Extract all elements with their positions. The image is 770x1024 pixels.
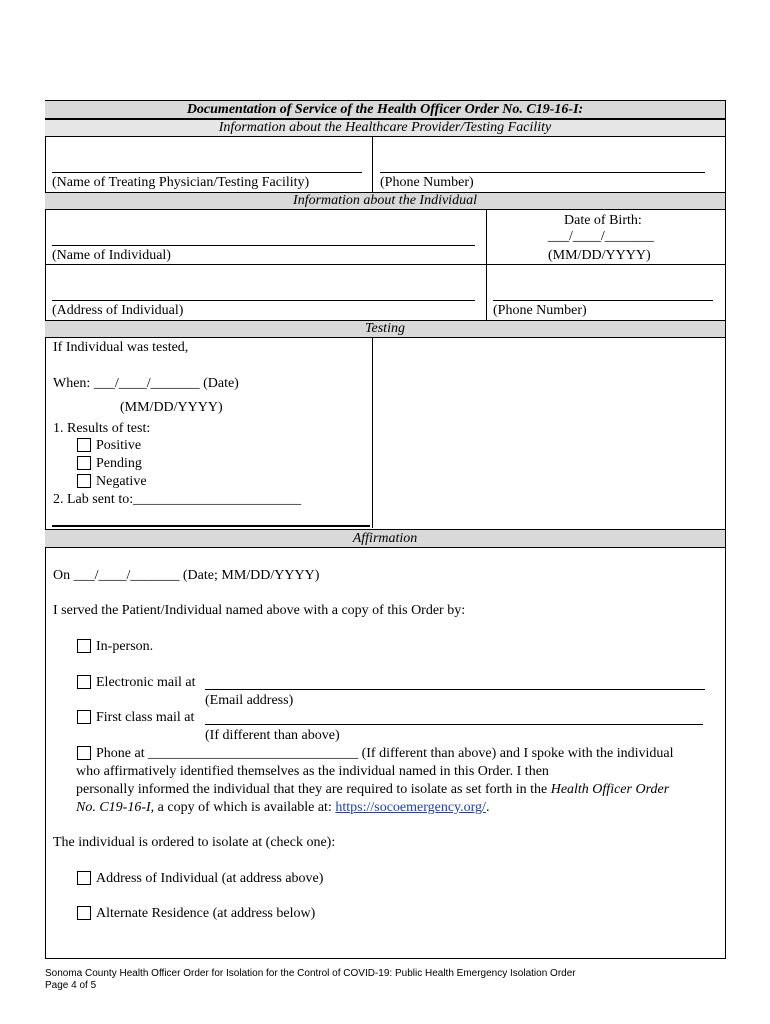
email-label: Electronic mail at	[96, 675, 196, 690]
available-text: a copy of which is available at:	[154, 800, 336, 815]
mail-sub: (If different than above)	[205, 728, 340, 743]
individual-phone-label: (Phone Number)	[493, 303, 587, 318]
footer-page: Page 4 of 5	[45, 980, 97, 991]
in-person-checkbox[interactable]	[77, 639, 91, 653]
dob-label: Date of Birth:	[564, 213, 642, 228]
email-sub: (Email address)	[205, 693, 294, 708]
affirmation-section-title: Affirmation	[352, 531, 418, 546]
url-period: .	[485, 800, 490, 815]
mail-line[interactable]	[205, 724, 703, 725]
in-person-label: In-person.	[96, 639, 154, 654]
phone-rest: (If different than above) and I spoke with the individual	[361, 746, 674, 761]
negative-label: Negative	[96, 474, 147, 489]
phone-line-4	[76, 800, 489, 816]
lab-sent-field[interactable]: 2. Lab sent to:________________________	[53, 492, 302, 507]
phone-line-3	[76, 782, 669, 798]
footer-title: Sonoma County Health Officer Order for Isolation for the Control of COVID-19: Public Health Emergency Isolation Order	[45, 968, 576, 979]
pending-checkbox[interactable]	[77, 456, 91, 470]
negative-checkbox[interactable]	[77, 474, 91, 488]
testing-when[interactable]: When: ___/____/_______ (Date)	[53, 376, 239, 391]
results-label: 1. Results of test:	[53, 421, 151, 436]
served-text: I served the Patient/Individual named above with a copy of this Order by:	[53, 603, 466, 618]
address-checkbox[interactable]	[77, 871, 91, 885]
testing-when-format: (MM/DD/YYYY)	[120, 400, 223, 415]
testing-thick-rule	[52, 525, 370, 527]
dob-format: (MM/DD/YYYY)	[548, 248, 651, 263]
positive-checkbox[interactable]	[77, 438, 91, 452]
provider-name-line[interactable]	[52, 172, 362, 173]
email-line[interactable]	[205, 689, 705, 690]
order-url-link[interactable]: https://socoemergency.org/	[335, 800, 486, 815]
order-ref: Health Officer Order	[550, 782, 670, 797]
provider-name-label: (Name of Treating Physician/Testing Facility)	[52, 175, 310, 190]
alternate-checkbox[interactable]	[77, 906, 91, 920]
mail-label: First class mail at	[96, 710, 195, 725]
individual-divider	[486, 210, 487, 320]
address-option-label: Address of Individual (at address above)	[96, 871, 324, 886]
phone-checkbox[interactable]	[77, 746, 91, 760]
title-band	[45, 100, 725, 119]
testing-section-title: Testing	[365, 321, 405, 336]
individual-row-divider	[45, 264, 726, 265]
phone-line-1	[96, 746, 674, 762]
affirmation-section-band	[45, 529, 725, 548]
provider-section-band	[45, 119, 725, 137]
testing-divider	[372, 338, 373, 528]
provider-phone-line[interactable]	[380, 172, 705, 173]
provider-phone-label: (Phone Number)	[380, 175, 474, 190]
isolate-text: The individual is ordered to isolate at (check one):	[53, 835, 336, 850]
alternate-option-label: Alternate Residence (at address below)	[96, 906, 316, 921]
form-title: Documentation of Service of the Health Officer Order No. C19-16-I:	[186, 102, 584, 117]
testing-section-band	[45, 320, 725, 338]
provider-divider	[372, 137, 373, 192]
individual-section-band	[45, 192, 725, 210]
mail-checkbox[interactable]	[77, 710, 91, 724]
phone-label: Phone at	[96, 746, 145, 761]
email-checkbox[interactable]	[77, 675, 91, 689]
on-date-field[interactable]: On ___/____/_______ (Date; MM/DD/YYYY)	[53, 568, 320, 583]
positive-label: Positive	[96, 438, 142, 453]
individual-address-label: (Address of Individual)	[52, 303, 184, 318]
individual-phone-line[interactable]	[493, 300, 713, 301]
testing-if-tested: If Individual was tested,	[53, 340, 189, 355]
individual-address-line[interactable]	[52, 300, 475, 301]
individual-section-title: Information about the Individual	[293, 193, 477, 208]
provider-section-title: Information about the Healthcare Provider/Testing Facility	[218, 120, 552, 135]
individual-name-label: (Name of Individual)	[52, 248, 171, 263]
individual-name-line[interactable]	[52, 245, 475, 246]
pending-label: Pending	[96, 456, 142, 471]
phone-blank[interactable]: ______________________________	[148, 746, 359, 761]
order-no: No. C19-16-I,	[76, 800, 155, 815]
dob-blank[interactable]: ___/____/_______	[548, 229, 654, 244]
phone-line-2: who affirmatively identified themselves as the individual named in this Order. I then	[76, 764, 549, 779]
phone-line-3-text: personally informed the individual that they are required to isolate as set forth in the	[76, 782, 548, 797]
